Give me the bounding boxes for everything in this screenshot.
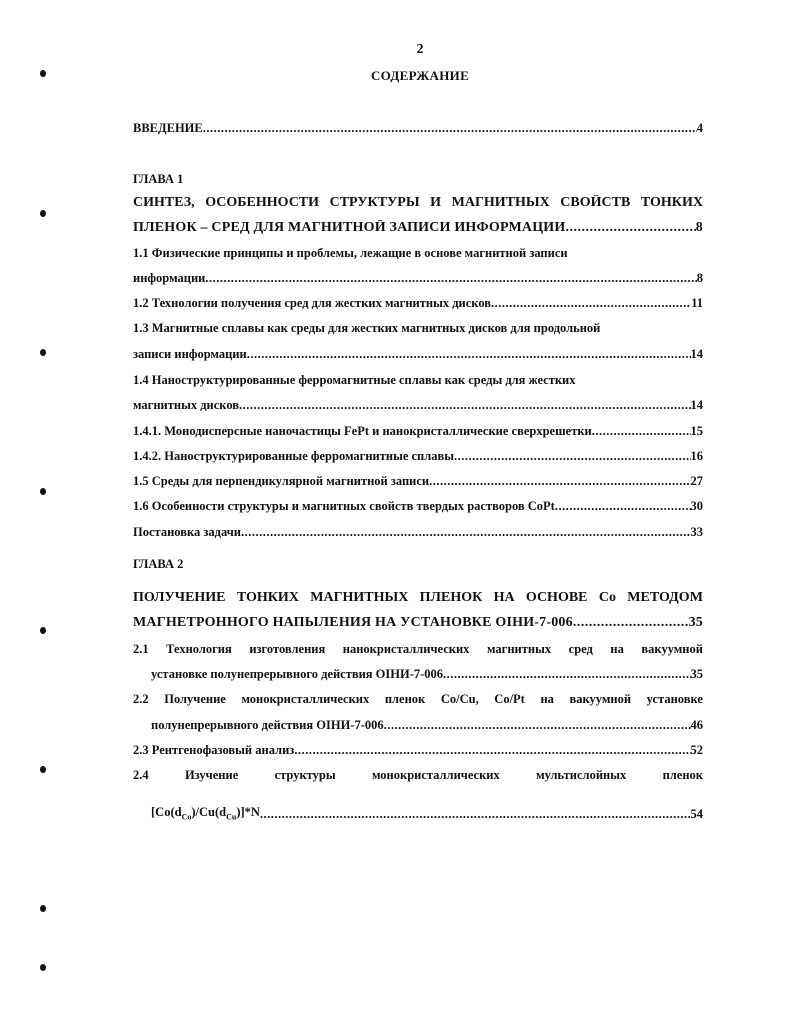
word: Изучение [184,768,239,782]
toc-entry-1-2[interactable] [133,296,703,311]
leader-dots [573,615,689,631]
title-word: И [430,195,442,210]
chapter-label: ГЛАВА 1 [133,172,184,186]
toc-entry-title: 1.4.2. Наноструктурированные ферромагнитные сплавы [133,449,455,463]
toc-entry-2-4[interactable] [151,805,703,822]
section-number: 2.4 [133,768,149,782]
toc-entry-title: магнитных дисков [133,398,240,412]
leader-dots [566,220,696,236]
toc-entry-title: 1.4.1. Монодисперсные наночастицы FePt и нанокристаллические сверхрешетки [133,424,592,438]
margin-bullet [40,627,46,634]
leader-dots [205,271,696,286]
margin-bullet [40,964,46,971]
word: на [610,642,624,656]
toc-entry-1-4[interactable] [133,398,703,413]
word: вакуумной [641,642,703,656]
toc-entry-1-4-2[interactable] [133,449,703,464]
chapter-label: ГЛАВА 2 [133,557,184,571]
toc-entry-1-5[interactable] [133,474,703,489]
toc-entry-page: 8 [695,220,703,235]
word: нанокристаллических [342,642,470,656]
word: пленок [662,768,703,782]
title-word: МАГНИТНЫХ [310,590,409,605]
margin-bullet [40,210,46,217]
word: на [540,692,554,706]
toc-entry-page: 35 [690,667,703,681]
title-word: Co [598,590,616,605]
toc-entry-title: ПЛЕНОК – СРЕД ДЛЯ МАГНИТНОЙ ЗАПИСИ ИНФОРМАЦИИ [133,220,566,235]
leader-dots [384,718,691,733]
toc-entry-page: 46 [690,718,703,732]
title-word: СВОЙСТВ [560,195,631,210]
word: монокристаллических [241,692,370,706]
chapter-title-line [133,195,703,211]
page-number: 2 [416,42,424,57]
toc-entry-title[interactable]: 1.4 Наноструктурированные ферромагнитные сплавы как среды для жестких [133,373,576,387]
toc-entry-page: 30 [690,499,703,513]
formula: $[Co(d_{Co})/Cu(d_{Cu})]*N$ [151,805,260,822]
title-word: ТОНКИХ [236,590,299,605]
toc-entry-title[interactable] [133,692,703,707]
toc-entry-page: 54 [690,806,703,821]
word: монокристаллических [371,768,500,782]
title-word: ОСОБЕННОСТИ [205,195,320,210]
toc-entry-page: 33 [690,525,703,539]
toc-entry-title[interactable] [133,642,703,657]
toc-title: СОДЕРЖАНИЕ [370,68,470,83]
word: Co/Pt [494,692,525,706]
word: сред [568,642,593,656]
word: магнитных [486,642,552,656]
toc-entry-page: 14 [690,347,703,361]
word: Технология [166,642,232,656]
word: установке [646,692,703,706]
toc-entry-2-1[interactable] [151,667,703,682]
margin-bullet [40,488,46,495]
toc-entry-title: установке полунепрерывного действия ОІНИ-7-006 [151,667,444,681]
leader-dots [294,743,690,758]
toc-entry-title: 1.2 Технологии получения сред для жестких магнитных дисков [133,296,492,310]
toc-entry-title: ВВЕДЕНИЕ [133,121,203,135]
word: вакуумной [569,692,632,706]
title-word: ПЛЕНОК [419,590,483,605]
toc-entry-title: Постановка задачи [133,525,241,539]
leader-dots [454,449,690,464]
word: 2.1 [133,642,149,656]
toc-entry-1-4-1[interactable] [133,424,703,439]
leader-dots [443,667,690,682]
toc-entry-page: 8 [696,271,703,285]
title-word: СТРУКТУРЫ [329,195,420,210]
title-word: ПОЛУЧЕНИЕ [133,590,226,605]
title-word: СИНТЕЗ, [133,195,195,210]
chapter-title-line [133,590,703,606]
title-word: ТОНКИХ [640,195,703,210]
leader-dots [239,398,690,413]
word: 2.2 [133,692,149,706]
leader-dots [592,424,691,439]
toc-entry-page: 14 [690,398,703,412]
margin-bullet [40,349,46,356]
toc-entry-2-2[interactable] [151,718,703,733]
toc-entry-1-3[interactable] [133,347,703,362]
toc-entry-1-1[interactable] [133,271,703,286]
leader-dots [555,499,691,514]
toc-entry-page: 15 [690,424,703,438]
toc-entry-page: 52 [690,743,703,757]
toc-entry-title[interactable]: 1.3 Магнитные сплавы как среды для жестких магнитных дисков для продольной [133,321,601,335]
leader-dots [260,807,691,822]
toc-entry-title: 1.5 Среды для перпендикулярной магнитной записи [133,474,430,488]
leader-dots [491,296,691,311]
toc-entry-page: 11 [691,296,703,310]
word: изготовления [249,642,326,656]
toc-entry-page: 27 [690,474,703,488]
toc-entry-title[interactable] [133,768,703,783]
leader-dots [247,347,691,362]
toc-entry-title[interactable]: 1.1 Физические принципы и проблемы, лежащие в основе магнитной записи [133,246,568,260]
toc-entry-task[interactable] [133,525,703,540]
toc-entry-title: информации [133,271,206,285]
toc-entry-intro[interactable] [133,121,703,136]
toc-entry-2-3[interactable] [133,743,703,758]
toc-entry-title: 2.3 Рентгенофазовый анализ [133,743,295,757]
margin-bullet [40,905,46,912]
toc-entry-title: 1.6 Особенности структуры и магнитных свойств твердых растворов CoPt [133,499,555,513]
toc-entry-page: 4 [696,121,703,135]
toc-entry-title: записи информации [133,347,247,361]
title-word: МЕТОДОМ [627,590,703,605]
toc-entry-page: 35 [688,615,703,630]
toc-entry-1-6[interactable] [133,499,703,514]
toc-entry-page: 16 [690,449,703,463]
word: Co/Cu, [440,692,479,706]
word: структуры [274,768,336,782]
toc-entry-title: МАГНЕТРОННОГО НАПЫЛЕНИЯ НА УСТАНОВКЕ ОІНИ-7-006 [133,615,573,630]
leader-dots [429,474,690,489]
word: пленок [384,692,426,706]
word: Получение [164,692,226,706]
leader-dots [241,525,691,540]
word: мультислойных [536,768,627,782]
toc-entry-chapter2[interactable] [133,615,703,631]
title-word: ОСНОВЕ [525,590,588,605]
margin-bullet [40,70,46,77]
toc-entry-chapter1[interactable] [133,220,703,236]
leader-dots [203,121,697,136]
title-word: МАГНИТНЫХ [451,195,550,210]
margin-bullet [40,766,46,773]
toc-entry-title: полунепрерывного действия ОІНИ-7-006 [151,718,384,732]
title-word: НА [493,590,515,605]
